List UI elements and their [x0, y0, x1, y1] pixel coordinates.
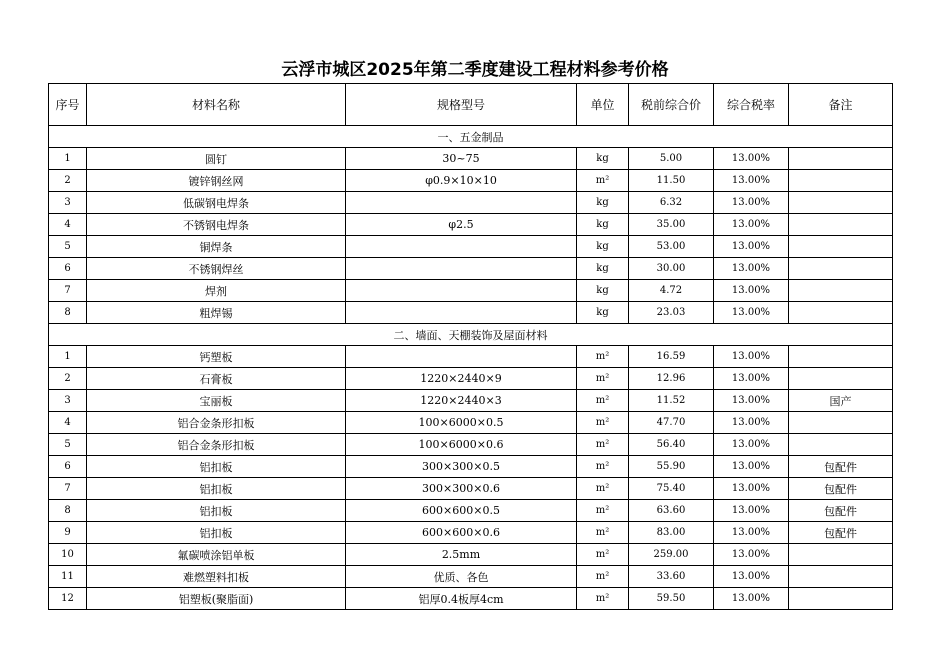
cell-name: 不锈钢电焊条: [87, 214, 346, 236]
cell-price: 59.50: [629, 588, 714, 610]
cell-unit: m²: [577, 588, 629, 610]
cell-price: 23.03: [629, 302, 714, 324]
cell-price: 83.00: [629, 522, 714, 544]
table-row: [49, 280, 893, 302]
cell-name: 铜焊条: [87, 236, 346, 258]
cell-tax: 13.00%: [714, 302, 789, 324]
cell-tax: 13.00%: [714, 258, 789, 280]
cell-price: 56.40: [629, 434, 714, 456]
cell-spec: 600×600×0.6: [346, 522, 577, 544]
cell-price: 35.00: [629, 214, 714, 236]
cell-spec: [346, 192, 577, 214]
cell-tax: 13.00%: [714, 456, 789, 478]
cell-note: [789, 170, 893, 192]
cell-unit: m²: [577, 566, 629, 588]
cell-no: 1: [49, 148, 87, 170]
cell-unit: m²: [577, 456, 629, 478]
col-header-unit: 单位: [577, 84, 629, 126]
cell-no: 5: [49, 434, 87, 456]
table-row: [49, 500, 893, 522]
cell-note: [789, 236, 893, 258]
cell-tax: 13.00%: [714, 280, 789, 302]
section-title: 二、墙面、天棚装饰及屋面材料: [49, 324, 893, 346]
cell-spec: 1220×2440×3: [346, 390, 577, 412]
cell-unit: m²: [577, 368, 629, 390]
cell-unit: kg: [577, 258, 629, 280]
cell-note: 国产: [789, 390, 893, 412]
cell-spec: [346, 346, 577, 368]
section-header-row: [49, 324, 893, 346]
cell-name: 难燃塑料扣板: [87, 566, 346, 588]
table-row: [49, 456, 893, 478]
cell-spec: 30~75: [346, 148, 577, 170]
cell-spec: 300×300×0.6: [346, 478, 577, 500]
cell-tax: 13.00%: [714, 390, 789, 412]
cell-note: [789, 346, 893, 368]
table-body: [49, 126, 893, 610]
cell-price: 5.00: [629, 148, 714, 170]
cell-tax: 13.00%: [714, 544, 789, 566]
cell-spec: φ2.5: [346, 214, 577, 236]
cell-unit: kg: [577, 280, 629, 302]
cell-name: 石膏板: [87, 368, 346, 390]
cell-no: 7: [49, 280, 87, 302]
cell-unit: m²: [577, 170, 629, 192]
cell-spec: [346, 280, 577, 302]
cell-tax: 13.00%: [714, 192, 789, 214]
cell-tax: 13.00%: [714, 170, 789, 192]
cell-no: 3: [49, 192, 87, 214]
cell-spec: 300×300×0.5: [346, 456, 577, 478]
cell-no: 7: [49, 478, 87, 500]
cell-name: 铝扣板: [87, 500, 346, 522]
table-row: [49, 192, 893, 214]
cell-no: 4: [49, 412, 87, 434]
cell-spec: 优质、各色: [346, 566, 577, 588]
col-header-no: 序号: [49, 84, 87, 126]
cell-price: 33.60: [629, 566, 714, 588]
cell-name: 铝扣板: [87, 522, 346, 544]
cell-unit: kg: [577, 192, 629, 214]
table-row: [49, 544, 893, 566]
cell-no: 6: [49, 258, 87, 280]
cell-price: 30.00: [629, 258, 714, 280]
cell-name: 焊剂: [87, 280, 346, 302]
cell-price: 4.72: [629, 280, 714, 302]
cell-name: 铝扣板: [87, 456, 346, 478]
cell-no: 6: [49, 456, 87, 478]
cell-no: 10: [49, 544, 87, 566]
cell-spec: 1220×2440×9: [346, 368, 577, 390]
cell-unit: m²: [577, 544, 629, 566]
cell-note: [789, 544, 893, 566]
cell-note: [789, 412, 893, 434]
cell-price: 55.90: [629, 456, 714, 478]
cell-price: 16.59: [629, 346, 714, 368]
cell-tax: 13.00%: [714, 214, 789, 236]
cell-spec: [346, 236, 577, 258]
cell-spec: 铝厚0.4板厚4cm: [346, 588, 577, 610]
cell-note: [789, 192, 893, 214]
cell-tax: 13.00%: [714, 522, 789, 544]
header-row: [49, 84, 893, 126]
col-header-note: 备注: [789, 84, 893, 126]
cell-note: [789, 566, 893, 588]
table-row: [49, 412, 893, 434]
cell-no: 1: [49, 346, 87, 368]
cell-no: 8: [49, 500, 87, 522]
cell-no: 8: [49, 302, 87, 324]
cell-tax: 13.00%: [714, 412, 789, 434]
cell-tax: 13.00%: [714, 148, 789, 170]
table-row: [49, 214, 893, 236]
cell-note: [789, 280, 893, 302]
cell-name: 铝合金条形扣板: [87, 412, 346, 434]
cell-tax: 13.00%: [714, 368, 789, 390]
cell-unit: m²: [577, 390, 629, 412]
cell-note: [789, 258, 893, 280]
cell-spec: [346, 258, 577, 280]
cell-spec: 100×6000×0.6: [346, 434, 577, 456]
cell-tax: 13.00%: [714, 434, 789, 456]
cell-no: 2: [49, 368, 87, 390]
cell-note: [789, 368, 893, 390]
cell-unit: m²: [577, 500, 629, 522]
cell-note: 包配件: [789, 478, 893, 500]
col-header-tax: 综合税率: [714, 84, 789, 126]
table-row: [49, 566, 893, 588]
cell-price: 6.32: [629, 192, 714, 214]
cell-price: 47.70: [629, 412, 714, 434]
cell-unit: m²: [577, 522, 629, 544]
cell-price: 11.52: [629, 390, 714, 412]
cell-unit: m²: [577, 434, 629, 456]
cell-no: 11: [49, 566, 87, 588]
cell-note: [789, 588, 893, 610]
cell-spec: 100×6000×0.5: [346, 412, 577, 434]
cell-name: 镀锌钢丝网: [87, 170, 346, 192]
cell-name: 宝丽板: [87, 390, 346, 412]
cell-tax: 13.00%: [714, 500, 789, 522]
cell-name: 钙塑板: [87, 346, 346, 368]
cell-note: 包配件: [789, 522, 893, 544]
cell-price: 53.00: [629, 236, 714, 258]
col-header-price: 税前综合价: [629, 84, 714, 126]
cell-name: 粗焊锡: [87, 302, 346, 324]
section-title: 一、五金制品: [49, 126, 893, 148]
cell-tax: 13.00%: [714, 346, 789, 368]
cell-note: [789, 302, 893, 324]
cell-unit: kg: [577, 148, 629, 170]
table-row: [49, 522, 893, 544]
table-row: [49, 236, 893, 258]
table-row: [49, 588, 893, 610]
cell-name: 铝扣板: [87, 478, 346, 500]
cell-name: 氟碳喷涂铝单板: [87, 544, 346, 566]
cell-note: [789, 148, 893, 170]
section-header-row: [49, 126, 893, 148]
cell-no: 9: [49, 522, 87, 544]
cell-note: [789, 434, 893, 456]
table-row: [49, 170, 893, 192]
table-row: [49, 148, 893, 170]
cell-name: 不锈钢焊丝: [87, 258, 346, 280]
cell-price: 12.96: [629, 368, 714, 390]
cell-unit: m²: [577, 412, 629, 434]
table-row: [49, 434, 893, 456]
cell-no: 5: [49, 236, 87, 258]
cell-no: 3: [49, 390, 87, 412]
cell-spec: 2.5mm: [346, 544, 577, 566]
cell-no: 2: [49, 170, 87, 192]
cell-tax: 13.00%: [714, 478, 789, 500]
cell-unit: kg: [577, 236, 629, 258]
cell-spec: [346, 302, 577, 324]
table-row: [49, 478, 893, 500]
col-header-spec: 规格型号: [346, 84, 577, 126]
cell-unit: kg: [577, 214, 629, 236]
cell-name: 铝塑板(聚脂面): [87, 588, 346, 610]
cell-unit: kg: [577, 302, 629, 324]
cell-price: 11.50: [629, 170, 714, 192]
price-table: [48, 83, 893, 610]
table-row: [49, 368, 893, 390]
cell-note: 包配件: [789, 500, 893, 522]
cell-spec: 600×600×0.5: [346, 500, 577, 522]
cell-tax: 13.00%: [714, 588, 789, 610]
cell-name: 低碳钢电焊条: [87, 192, 346, 214]
cell-spec: φ0.9×10×10: [346, 170, 577, 192]
table-row: [49, 302, 893, 324]
cell-name: 铝合金条形扣板: [87, 434, 346, 456]
cell-note: [789, 214, 893, 236]
cell-unit: m²: [577, 346, 629, 368]
cell-price: 63.60: [629, 500, 714, 522]
cell-price: 259.00: [629, 544, 714, 566]
cell-note: 包配件: [789, 456, 893, 478]
cell-unit: m²: [577, 478, 629, 500]
cell-price: 75.40: [629, 478, 714, 500]
cell-no: 4: [49, 214, 87, 236]
table-row: [49, 390, 893, 412]
cell-tax: 13.00%: [714, 566, 789, 588]
cell-no: 12: [49, 588, 87, 610]
table-row: [49, 258, 893, 280]
page-title: 云浮市城区2025年第二季度建设工程材料参考价格: [281, 60, 669, 80]
col-header-name: 材料名称: [87, 84, 346, 126]
table-row: [49, 346, 893, 368]
cell-tax: 13.00%: [714, 236, 789, 258]
cell-name: 圆钉: [87, 148, 346, 170]
